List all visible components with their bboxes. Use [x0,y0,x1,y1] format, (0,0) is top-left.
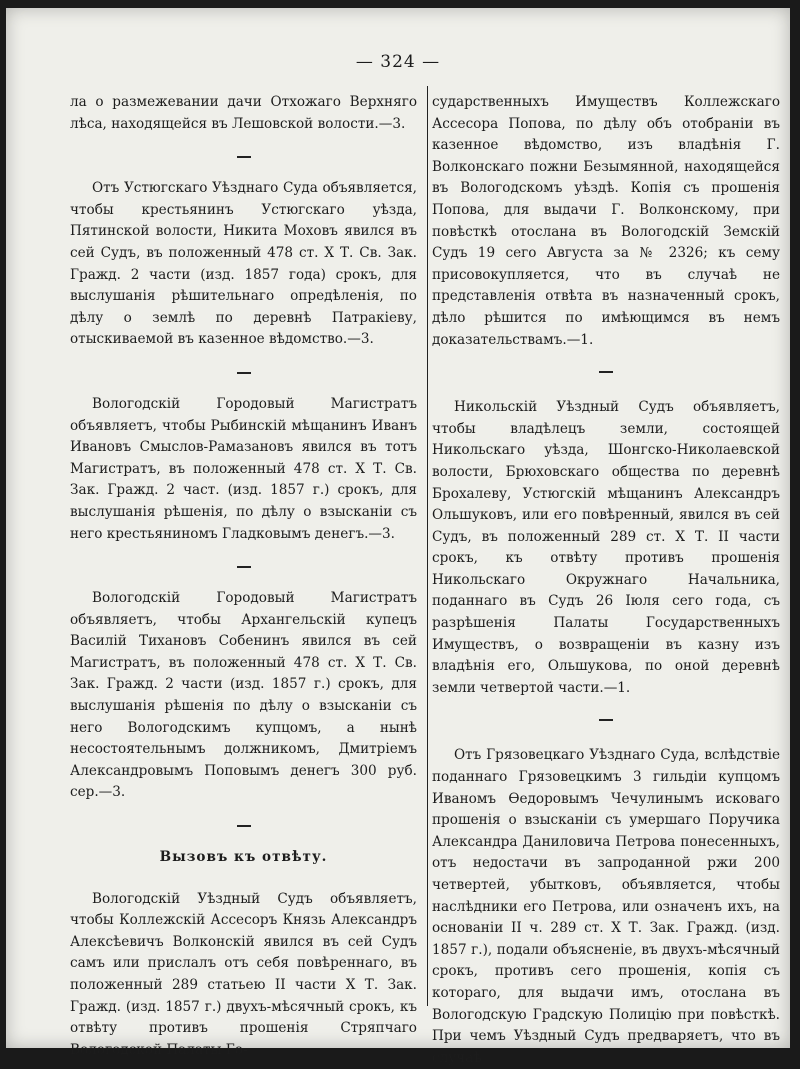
notice-ustyug-court: Отъ Устюгскаго Уѣзднаго Суда объявляется, чтобы крестьянинъ Устюгскаго уѣзда, Пятинской волости, Никита Моховъ явился въ сей Судъ, въ положенный 478 ст. X Т. Св. Зак. Гражд. 2 части (изд. 1857 года) срокъ, для выслушанія рѣшительнаго опредѣленія, по дѣлу о землѣ по деревнѣ Патракіеву, отыскиваемой въ казенное вѣдомство.—3. [70,180,417,348]
notice-gryazovets-court: Отъ Грязовецкаго Уѣзднаго Суда, вслѣдствіе поданнаго Грязовецкимъ 3 гильдіи купцомъ Иваномъ Ѳедоровымъ Чечулинымъ исковаго прошенія о взысканіи съ умершаго Поручика Александра Даниловича Петрова понесенныхъ, отъ недостачи въ запроданной ржи 200 четвертей, убытковъ, объявляется, чтобы наслѣдники его Петрова, или означенъ ихъ, на основаніи II ч. 289 ст. X Т. Зак. Гражд. (изд. 1857 г.), подали объясненіе, въ двухъ-мѣсячный срокъ, противъ сего прошенія, копія съ котораго, для выдачи имъ, отослана въ Вологодскую Градскую Полицію при повѣсткѣ. При чемъ Уѣздный Судъ предваряетъ, что въ случаѣ [432,747,780,1066]
separator-dash [237,566,251,568]
left-column [70,92,417,1061]
section-heading: Вызовъ къ отвѣту. [159,849,328,866]
page-number: — 324 — [355,52,441,72]
notice-vologda-district-court: Вологодскій Уѣздный Судъ объявляетъ, чтобы Коллежскій Ассесоръ Князь Александръ Алексѣевичъ Волконскій явился въ сей Судъ самъ или прислалъ отъ себя повѣреннаго, въ положенный 289 статьею II части X Т. Зак. Гражд. (изд. 1857 г.) двухъ-мѣсячный срокъ, къ отвѣту противъ прошенія Стряпчаго Вологодской Палаты Го- [70,890,417,1058]
right-column [432,92,780,1069]
separator-dash [237,825,251,827]
separator-dash [237,156,251,158]
separator-dash [599,719,613,721]
notice-continuation: ла о размежевании дачи Отхожаго Верхняго лѣса, находящейся въ Лешовской волости.—3. [70,94,417,132]
notice-continuation-right: сударственныхъ Имуществъ Коллежскаго Ассесора Попова, по дѣлу объ отобраніи въ казенное вѣдомство, изъ владѣнія Г. Волконскаго пожни Безымянной, находящейся въ Вологодскомъ уѣздѣ. Копія съ прошенія Попова, для выдачи Г. Волконскому, при повѣсткѣ отослана въ Вологодскій Земскій Судъ 19 сего Августа за № 2326; къ сему присовокупляется, что въ случаѣ не представленія отвѣта въ назначенный срокъ, дѣло рѣшится по имѣющимся въ немъ доказательствамъ.—1. [432,94,780,348]
notice-nikolsk-court: Никольскій Уѣздный Судъ объявляетъ, чтобы владѣлецъ земли, состоящей Никольскаго уѣзда, Шонгско-Николаевской волости, Брюховскаго общества по деревнѣ Брохалеву, Устюгскій мѣщанинъ Александръ Ольшуковъ, или его повѣренный, явился въ сей Судъ, въ положенный 289 ст. X Т. II части срокъ, къ отвѣту противъ прошенія Никольскаго Окружнаго Начальника, поданнаго въ Судъ 26 Іюля сего года, съ разрѣшенія Палаты Государственныхъ Имуществъ, о возвращеніи въ казну изъ владѣнія его, Ольшукова, по оной деревнѣ земли четвертой части.—1. [432,399,780,696]
separator-dash [599,371,613,373]
document-page [6,8,790,1066]
separator-dash [237,372,251,374]
column-divider [427,86,428,1006]
notice-vologda-magistrate-1: Вологодскій Городовый Магистратъ объявляетъ, чтобы Рыбинскій мѣщанинъ Иванъ Ивановъ Смыслов-Рамазановъ явился въ тотъ Магистратъ, въ положенный 478 ст. X Т. Св. Зак. Гражд. 2 част. (изд. 1857 г.) срокъ, для выслушанія рѣшенія, по дѣлу о взысканіи съ него крестьяниномъ Гладковымъ денегъ.—3. [70,395,417,542]
notice-vologda-magistrate-2: Вологодскій Городовый Магистратъ объявляетъ, чтобы Архангельскій купецъ Василій Тихановъ Собенинъ явился въ сей Магистратъ, въ положенный 478 ст. X Т. Св. Зак. Гражд. 2 части (изд. 1857 г.) срокъ, для выслушанія рѣшенія по дѣлу о взысканіи съ него Вологодскимъ купцомъ, а нынѣ несостоятельнымъ должникомъ, Дмитріемъ Александровымъ Поповымъ денегъ 300 руб. сер.—3. [70,590,417,801]
